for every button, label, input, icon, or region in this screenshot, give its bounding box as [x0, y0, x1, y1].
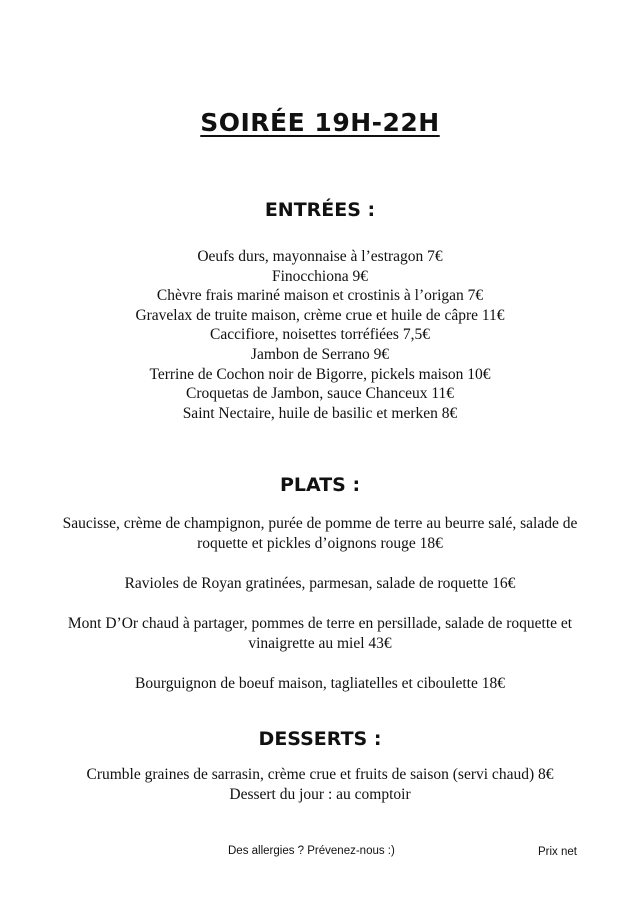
list-item: Chèvre frais mariné maison et crostinis à l’origan 7€ [156, 287, 484, 305]
entrees-heading: ENTRÉES : [264, 199, 376, 221]
allergies-note: Des allergies ? Prévenez-nous :) [228, 845, 395, 857]
list-item: Dessert du jour : au comptoir [229, 786, 411, 803]
list-item: Saint Nectaire, huile de basilic et merken 8€ [182, 404, 458, 422]
list-item: Terrine de Cochon noir de Bigorre, pickels maison 10€ [149, 365, 491, 383]
desserts-list [0, 765, 640, 805]
list-item: Bourguignon de boeuf maison, tagliatelles et ciboulette 18€ [135, 675, 505, 692]
list-item: Oeufs durs, mayonnaise à l’estragon 7€ [197, 248, 443, 265]
list-item: Caccifiore, noisettes torréfiées 7,5€ [210, 326, 430, 344]
prix-net-note: Prix net [538, 846, 577, 858]
list-item: Croquetas de Jambon, sauce Chanceux 11€ [185, 385, 455, 403]
list-item: Jambon de Serrano 9€ [250, 345, 390, 363]
list-item: Saucisse, crème de champignon, purée de pomme de terre au beurre salé, salade de roquette et pickles d’oignons rouge 18€ [62, 515, 578, 552]
list-item: Ravioles de Royan gratinées, parmesan, salade de roquette 16€ [124, 575, 516, 592]
plats-list [0, 514, 640, 714]
list-item: Crumble graines de sarrasin, crème crue et fruits de saison (servi chaud) 8€ [86, 766, 554, 783]
list-item: Mont D’Or chaud à partager, pommes de terre en persillade, salade de roquette et vinaigrette au miel 43€ [67, 615, 573, 652]
plats-heading: PLATS : [279, 474, 361, 496]
list-item: Gravelax de truite maison, crème crue et huile de câpre 11€ [135, 306, 505, 324]
desserts-heading: DESSERTS : [258, 728, 382, 750]
list-item: Finocchiona 9€ [272, 267, 368, 285]
page-title: SOIRÉE 19H-22H [200, 108, 440, 137]
entrees-list [0, 247, 640, 423]
